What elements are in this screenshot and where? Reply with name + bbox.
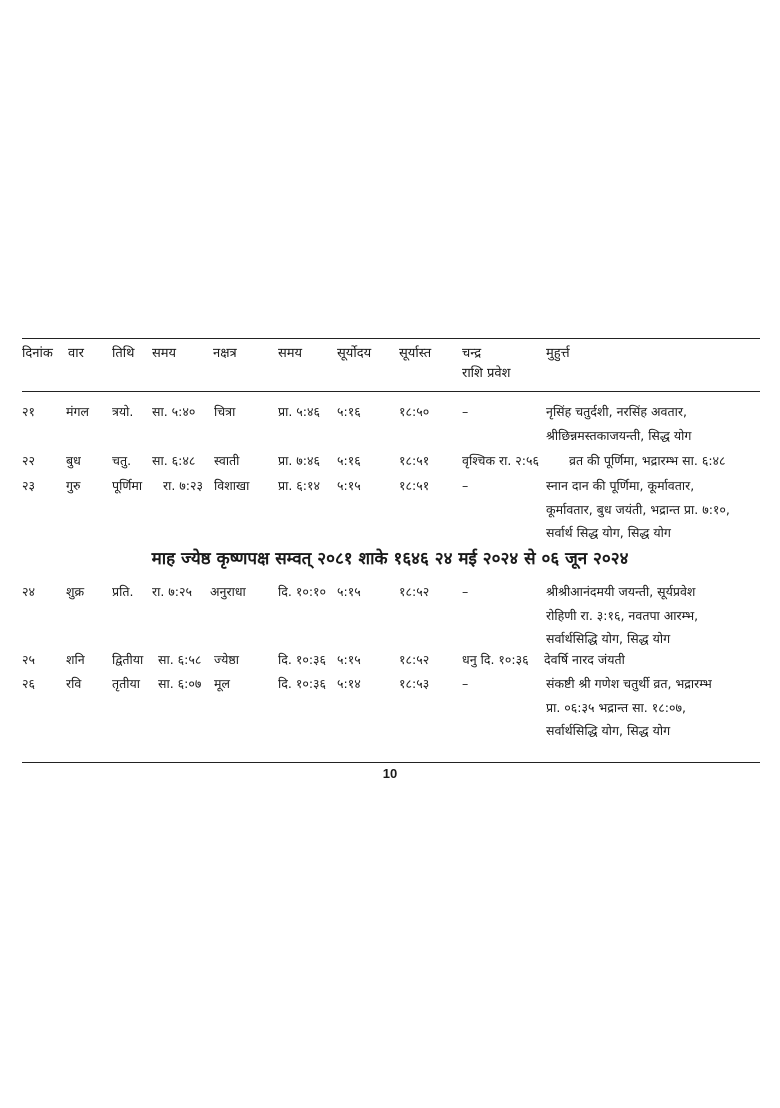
header-nakshatra-time: समय bbox=[278, 346, 303, 361]
cell-muhurt bbox=[569, 449, 760, 473]
cell-moon: – bbox=[462, 404, 469, 419]
header-tithi-time: समय bbox=[152, 346, 177, 361]
muhurt-line: रोहिणी रा. ३:१६, नवतपा आरम्भ, bbox=[546, 607, 699, 623]
muhurt-line: सर्वार्थसिद्धि योग, सिद्ध योग bbox=[546, 723, 671, 738]
muhurt-line: व्रत की पूर्णिमा, भद्रारम्भ सा. ६:४८ bbox=[569, 453, 726, 468]
muhurt-line: प्रा. ०६:३५ भद्रान्त सा. १८:०७, bbox=[546, 699, 686, 715]
muhurt-line: स्नान दान की पूर्णिमा, कूर्मावतार, bbox=[546, 478, 695, 493]
cell-nakshatra-time: प्रा. ७:४६ bbox=[278, 453, 321, 468]
cell-tithi-time: सा. ६:०७ bbox=[158, 676, 202, 691]
cell-muhurt bbox=[546, 672, 760, 743]
cell-sunset: १८:५० bbox=[399, 404, 430, 419]
muhurt-line: संकष्टी श्री गणेश चतुर्थी व्रत, भद्रारम्भ bbox=[546, 676, 712, 691]
table-header-rule bbox=[22, 391, 760, 392]
cell-tithi-time: रा. ७:२५ bbox=[152, 584, 193, 599]
cell-day: शुक्र bbox=[66, 584, 85, 599]
cell-day: रवि bbox=[66, 676, 82, 691]
cell-sunset: १८:५२ bbox=[399, 652, 430, 667]
cell-date: २३ bbox=[22, 478, 36, 493]
cell-date: २५ bbox=[22, 652, 36, 667]
cell-nakshatra: स्वाती bbox=[214, 453, 240, 468]
cell-nakshatra-time: दि. १०:३६ bbox=[278, 676, 327, 691]
cell-nakshatra: चित्रा bbox=[214, 404, 236, 419]
cell-nakshatra: विशाखा bbox=[214, 478, 250, 493]
cell-moon: – bbox=[462, 676, 469, 691]
cell-date: २६ bbox=[22, 676, 36, 691]
cell-sunset: १८:५१ bbox=[399, 478, 430, 493]
cell-tithi: प्रति. bbox=[112, 584, 134, 599]
header-moon-line1: चन्द्र bbox=[462, 346, 482, 361]
cell-date: २४ bbox=[22, 584, 36, 599]
cell-sunset: १८:५१ bbox=[399, 453, 430, 468]
header-date: दिनांक bbox=[22, 346, 53, 361]
table-top-rule bbox=[22, 338, 760, 339]
muhurt-line: श्रीश्रीआनंदमयी जयन्ती, सूर्यप्रवेश bbox=[546, 584, 696, 599]
cell-nakshatra-time: दि. १०:१० bbox=[278, 584, 327, 599]
cell-sunrise: ५:१६ bbox=[337, 453, 361, 468]
cell-sunrise: ५:१६ bbox=[337, 404, 361, 419]
header-sunset: सूर्यास्त bbox=[399, 346, 432, 361]
cell-day: शनि bbox=[66, 652, 85, 667]
muhurt-line: देवर्षि नारद जंयती bbox=[544, 652, 625, 667]
cell-tithi-time: सा. ५:४० bbox=[152, 404, 196, 419]
cell-moon: – bbox=[462, 584, 469, 599]
section-title: माह ज्येष्ठ कृष्णपक्ष सम्वत् २०८१ शाके १६४६ २४ मई २०२४ से ०६ जून २०२४ bbox=[151, 549, 629, 569]
cell-muhurt bbox=[546, 400, 760, 447]
header-muhurt: मुहुर्त्त bbox=[546, 346, 570, 361]
cell-nakshatra-time: दि. १०:३६ bbox=[278, 652, 327, 667]
cell-sunrise: ५:१५ bbox=[337, 652, 361, 667]
cell-tithi: तृतीया bbox=[112, 676, 140, 691]
cell-date: २२ bbox=[22, 453, 36, 468]
cell-day: बुध bbox=[66, 453, 81, 468]
header-nakshatra: नक्षत्र bbox=[213, 346, 237, 361]
cell-moon: वृश्चिक रा. २:५६ bbox=[462, 453, 540, 468]
cell-date: २१ bbox=[22, 404, 36, 419]
cell-tithi: चतु. bbox=[112, 453, 132, 468]
cell-tithi: त्रयो. bbox=[112, 404, 134, 419]
cell-muhurt bbox=[546, 580, 760, 651]
table-bottom-rule bbox=[22, 762, 760, 763]
cell-tithi-time: सा. ६:५८ bbox=[158, 652, 202, 667]
cell-sunset: १८:५२ bbox=[399, 584, 430, 599]
header-day: वार bbox=[68, 346, 84, 361]
cell-sunset: १८:५३ bbox=[399, 676, 430, 691]
cell-sunrise: ५:१४ bbox=[337, 676, 361, 691]
muhurt-line: सर्वार्थसिद्धि योग, सिद्ध योग bbox=[546, 631, 671, 646]
cell-nakshatra-time: प्रा. ५:४६ bbox=[278, 404, 321, 419]
cell-day: गुरु bbox=[66, 478, 81, 493]
cell-tithi: पूर्णिमा bbox=[112, 478, 143, 493]
cell-sunrise: ५:१५ bbox=[337, 478, 361, 493]
cell-day: मंगल bbox=[66, 404, 89, 419]
cell-moon: – bbox=[462, 478, 469, 493]
header-sunrise: सूर्योदय bbox=[337, 346, 372, 361]
cell-tithi-time: सा. ६:४८ bbox=[152, 453, 196, 468]
cell-tithi: द्वितीया bbox=[112, 652, 144, 667]
cell-nakshatra: मूल bbox=[214, 676, 230, 691]
header-moon-line2: राशि प्रवेश bbox=[462, 366, 511, 381]
cell-sunrise: ५:१५ bbox=[337, 584, 361, 599]
muhurt-line: नृसिंह चतुर्दशी, नरसिंह अवतार, bbox=[546, 404, 687, 419]
cell-tithi-time: रा. ७:२३ bbox=[163, 478, 204, 493]
cell-muhurt bbox=[544, 648, 760, 672]
muhurt-line: सर्वार्थ सिद्ध योग, सिद्ध योग bbox=[546, 525, 671, 540]
cell-moon: धनु दि. १०:३६ bbox=[462, 652, 529, 667]
page-number: 10 bbox=[382, 766, 398, 781]
muhurt-line: श्रीछिन्नमस्तकाजयन्ती, सिद्ध योग bbox=[546, 427, 692, 443]
cell-muhurt bbox=[546, 474, 760, 545]
cell-nakshatra: ज्येष्ठा bbox=[214, 652, 240, 667]
cell-nakshatra: अनुराधा bbox=[210, 584, 246, 599]
muhurt-line: कूर्मावतार, बुध जयंती, भद्रान्त प्रा. ७:१०, bbox=[546, 501, 730, 517]
header-tithi: तिथि bbox=[112, 346, 135, 361]
cell-nakshatra-time: प्रा. ६:१४ bbox=[278, 478, 321, 493]
